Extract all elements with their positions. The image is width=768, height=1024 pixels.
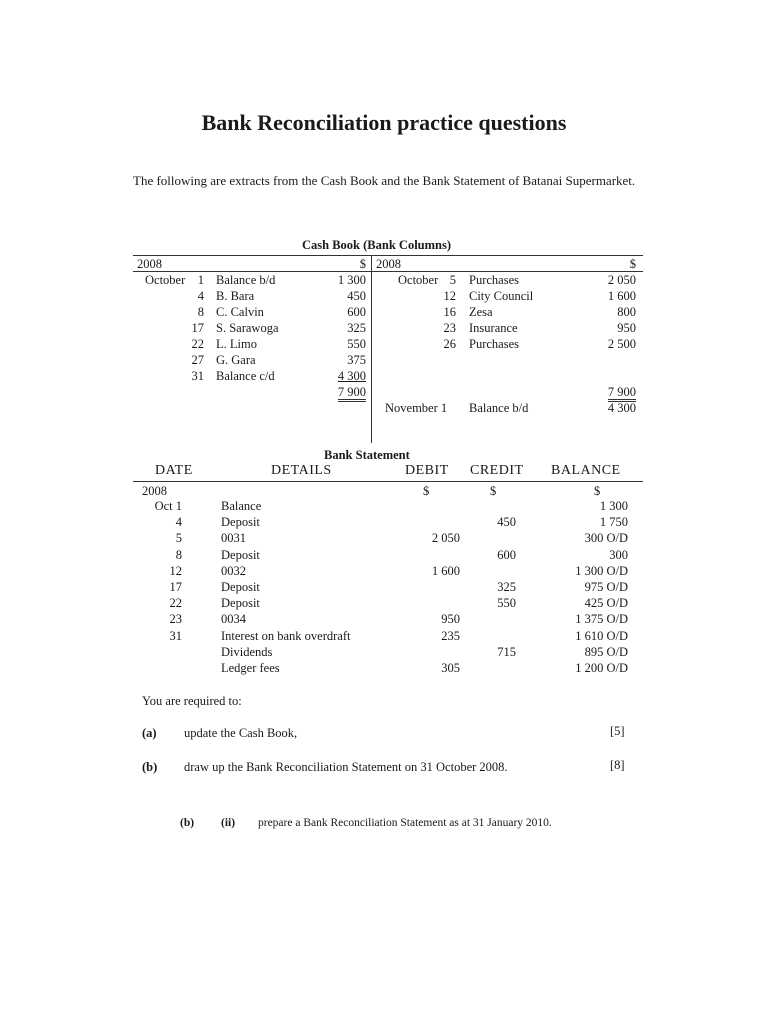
statement-details: Deposit: [221, 596, 260, 610]
question-a-text: update the Cash Book,: [184, 726, 298, 740]
cash-book-right-amount: 2 050: [607, 273, 636, 287]
header-details: DETAILS: [271, 463, 332, 478]
cash-book-right-detail: Purchases: [469, 337, 519, 351]
cash-book-left-currency: $: [359, 257, 366, 271]
question-b-ii-sublabel: (ii): [221, 817, 236, 829]
statement-date: 8: [175, 548, 182, 562]
balance-currency: $: [594, 484, 601, 498]
cash-book-right-detail: City Council: [469, 289, 534, 303]
statement-debit: 950: [441, 612, 460, 626]
question-a-marks: [5]: [610, 724, 625, 738]
cash-book-left-detail: G. Gara: [216, 353, 256, 367]
statement-date: Oct 1: [154, 499, 182, 513]
cash-book-right-day: 26: [443, 337, 456, 351]
statement-balance: 1 300: [599, 499, 628, 513]
requirements-lead: You are required to:: [142, 694, 242, 708]
cash-book-left-amount: 4 300: [337, 369, 366, 383]
statement-details: Interest on bank overdraft: [221, 629, 351, 643]
cash-book-left-detail: S. Sarawoga: [216, 321, 279, 335]
cash-book-left-detail: C. Calvin: [216, 305, 264, 319]
cash-book-left-day: 8: [197, 305, 204, 319]
cash-book-left-total: [310, 384, 366, 400]
cash-book-right-total: [580, 384, 636, 400]
cash-book-left-amount: 375: [347, 353, 366, 367]
statement-date: 12: [169, 564, 182, 578]
intro-text: The following are extracts from the Cash Book and the Bank Statement of Batanai Supermarket.: [133, 173, 636, 188]
cash-book-left-day: 22: [191, 337, 204, 351]
statement-date: 31: [169, 629, 182, 643]
page-title: Bank Reconciliation practice questions: [201, 110, 567, 135]
statement-debit: 235: [441, 629, 460, 643]
question-b-ii-label: (b): [180, 817, 195, 829]
cash-book-right-day: 16: [443, 305, 456, 319]
statement-balance: 1 300 O/D: [575, 564, 628, 578]
cash-book-right-day: 5: [449, 273, 456, 287]
cash-book-right-month: October: [398, 273, 439, 287]
statement-balance: 1 375 O/D: [575, 612, 628, 626]
statement-details: Deposit: [221, 580, 260, 594]
cash-book-right-currency: $: [629, 257, 636, 271]
cash-book-header-rule: [133, 271, 643, 272]
statement-credit: 600: [497, 548, 516, 562]
cash-book-right-year: 2008: [376, 257, 401, 271]
cash-book-right-day: 12: [443, 289, 456, 303]
statement-debit: 1 600: [431, 564, 460, 578]
cash-book-left-amount: 1 300: [337, 273, 366, 287]
statement-debit: 305: [441, 661, 460, 675]
statement-balance: 1 750: [599, 515, 628, 529]
cash-book-left-detail: Balance c/d: [216, 369, 275, 383]
cash-book-right-detail: Zesa: [469, 305, 493, 319]
carry-forward-amount: 4 300: [607, 401, 636, 415]
question-a-label: (a): [142, 726, 157, 740]
statement-debit: 2 050: [431, 531, 460, 545]
header-date: DATE: [155, 463, 193, 478]
statement-credit: 550: [497, 596, 516, 610]
cash-book-left-amount: 450: [347, 289, 366, 303]
question-b-label: (b): [142, 760, 158, 774]
statement-details: Ledger fees: [221, 661, 280, 675]
cash-book-left-amount: 600: [347, 305, 366, 319]
cash-book-title: Cash Book (Bank Columns): [302, 238, 452, 252]
cash-book-right-amount: 1 600: [607, 289, 636, 303]
cash-book-divider: [371, 255, 372, 443]
statement-credit: 715: [497, 645, 516, 659]
statement-details: Deposit: [221, 548, 260, 562]
statement-date: 22: [169, 596, 182, 610]
cash-book-left-month: October: [145, 273, 186, 287]
statement-balance: 425 O/D: [584, 596, 628, 610]
carry-forward-date: November 1: [385, 401, 448, 415]
bank-statement-header-rule: [133, 481, 643, 482]
cash-book-right-amount: 2 500: [607, 337, 636, 351]
statement-date: 23: [169, 612, 182, 626]
statement-balance: 300 O/D: [584, 531, 628, 545]
cash-book-right-detail: Purchases: [469, 273, 519, 287]
question-b-text: draw up the Bank Reconciliation Statement on 31 October 2008.: [184, 760, 508, 774]
statement-details: Dividends: [221, 645, 273, 659]
cash-book-left-year: 2008: [137, 257, 162, 271]
bank-statement-year: 2008: [142, 484, 167, 498]
cash-book-left-detail: L. Limo: [216, 337, 257, 351]
carry-forward-detail: Balance b/d: [469, 401, 529, 415]
statement-details: 0031: [221, 531, 246, 545]
cash-book-left-day: 27: [191, 353, 204, 367]
cash-book-left-total-value: 7 900: [338, 385, 366, 402]
statement-balance: 1 610 O/D: [575, 629, 628, 643]
header-balance: BALANCE: [551, 463, 621, 478]
statement-credit: 450: [497, 515, 516, 529]
debit-currency: $: [423, 484, 430, 498]
cash-book-left-day: 1: [197, 273, 204, 287]
question-b-marks: [8]: [610, 758, 625, 772]
statement-date: 4: [175, 515, 182, 529]
header-credit: CREDIT: [470, 463, 524, 478]
statement-balance: 895 O/D: [584, 645, 628, 659]
header-debit: DEBIT: [405, 463, 449, 478]
cash-book-left-day: 17: [191, 321, 204, 335]
credit-currency: $: [490, 484, 497, 498]
statement-credit: 325: [497, 580, 516, 594]
bank-statement-title: Bank Statement: [324, 448, 410, 462]
cash-book-right-day: 23: [443, 321, 456, 335]
statement-details: Deposit: [221, 515, 260, 529]
cash-book-left-amount: 550: [347, 337, 366, 351]
cash-book-left-day: 31: [191, 369, 204, 383]
cash-book-right-detail: Insurance: [469, 321, 518, 335]
statement-details: 0034: [221, 612, 246, 626]
statement-balance: 975 O/D: [584, 580, 628, 594]
statement-balance: 300: [609, 548, 628, 562]
cash-book-left-detail: Balance b/d: [216, 273, 276, 287]
cash-book-right-amount: 800: [617, 305, 636, 319]
cash-book-left-day: 4: [197, 289, 204, 303]
statement-date: 5: [175, 531, 182, 545]
statement-balance: 1 200 O/D: [575, 661, 628, 675]
cash-book-right-amount: 950: [617, 321, 636, 335]
statement-details: 0032: [221, 564, 246, 578]
question-b-ii-text: prepare a Bank Reconciliation Statement as at 31 January 2010.: [258, 817, 552, 829]
statement-details: Balance: [221, 499, 262, 513]
cash-book-right-total-value: 7 900: [608, 385, 636, 402]
statement-date: 17: [169, 580, 182, 594]
cash-book-left-detail: B. Bara: [216, 289, 255, 303]
cash-book-left-amount: 325: [347, 321, 366, 335]
